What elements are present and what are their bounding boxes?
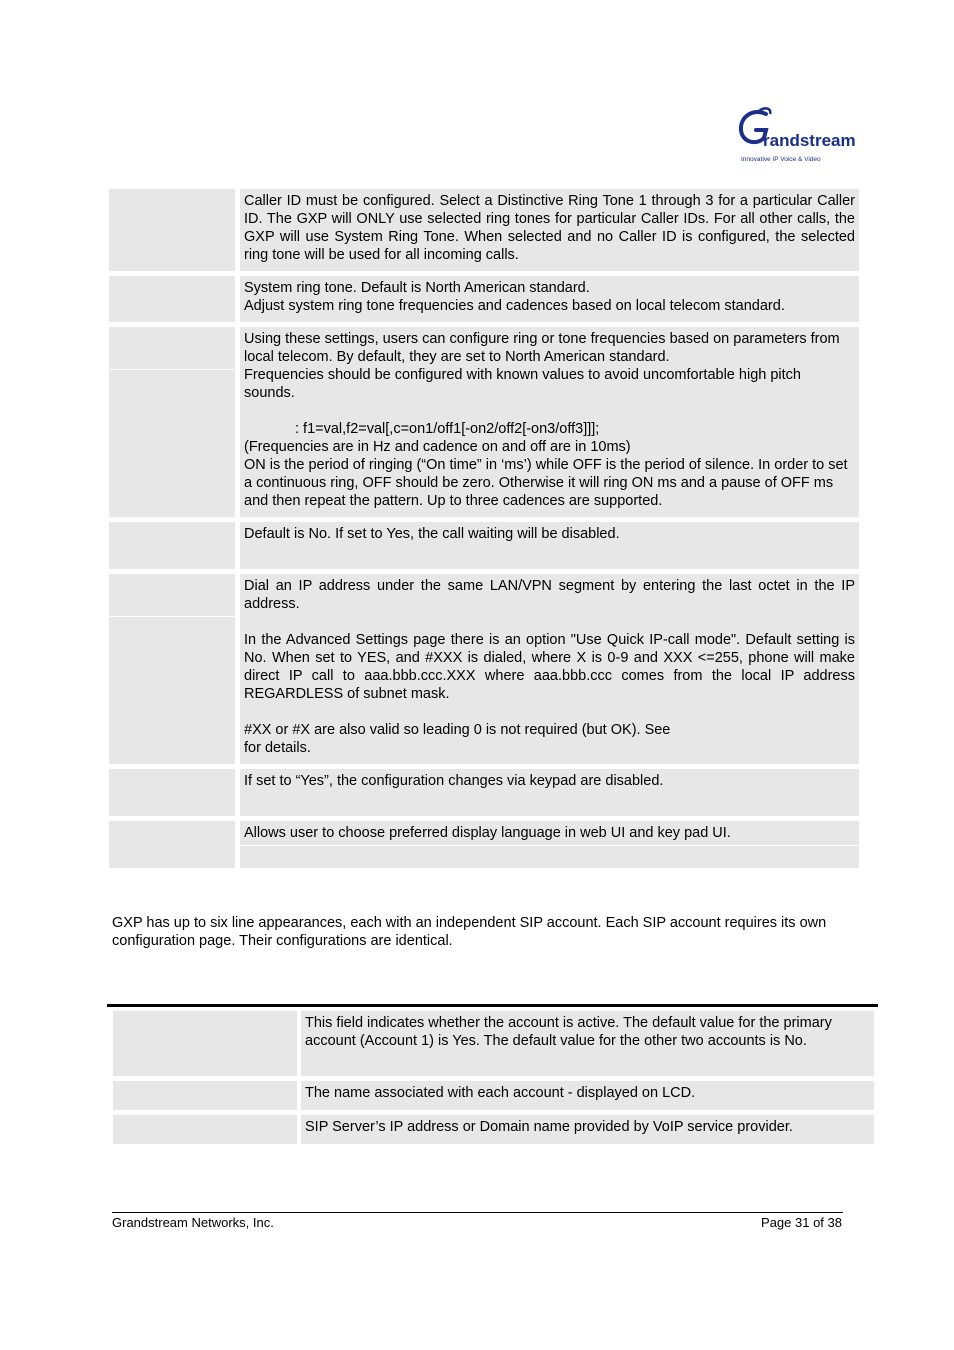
grandstream-logo xyxy=(736,106,856,166)
settings-desc-cell xyxy=(240,189,859,271)
account-label-cell xyxy=(113,1011,297,1076)
settings-label-cell xyxy=(109,821,235,868)
desc-line: Using these settings, users can configure ring or tone frequencies based on parameters from local telecom. By default, they are set to North American standard. xyxy=(244,331,840,365)
cell-divider xyxy=(109,616,235,617)
account-desc-cell xyxy=(301,1115,874,1144)
desc-line: System ring tone. Default is North American standard. xyxy=(244,280,590,296)
settings-label-cell xyxy=(109,574,235,764)
desc-line: for details. xyxy=(244,740,311,756)
account-desc-cell xyxy=(301,1011,874,1076)
desc-line: Adjust system ring tone frequencies and cadences based on local telecom standard. xyxy=(244,298,785,314)
settings-label-cell xyxy=(109,276,235,322)
desc-line: #XX or #X are also valid so leading 0 is not required (but OK). See xyxy=(244,722,671,738)
logo-g-icon xyxy=(736,106,856,156)
settings-desc-cell xyxy=(240,327,859,517)
cell-divider xyxy=(240,845,859,846)
intro-paragraph: GXP has up to six line appearances, each with an independent SIP account. Each SIP account requires its own configuration page. Their configurations are identical. xyxy=(112,915,827,949)
settings-desc-cell xyxy=(240,574,859,764)
settings-label-cell xyxy=(109,769,235,816)
settings-label-cell xyxy=(109,327,235,517)
desc-line: This field indicates whether the account is active. The default value for the primary account (Account 1) is Yes. The default value for the other two accounts is No. xyxy=(305,1015,832,1049)
section-rule xyxy=(107,1004,878,1007)
desc-line: : f1=val,f2=val[,c=on1/off1[-on2/off2[-on3/off3]]]; xyxy=(295,421,600,437)
settings-desc-cell xyxy=(240,276,859,322)
settings-label-cell xyxy=(109,522,235,569)
logo-tagline: Innovative IP Voice & Video xyxy=(741,156,821,163)
desc-line: ON is the period of ringing (“On time” in ‘ms’) while OFF is the period of silence. In order to set a continuous ring, OFF should be zero. Otherwise it will ring ON ms and a pause of OFF ms and then repeat the pattern. Up to three cadences are supported. xyxy=(244,457,848,509)
account-desc-cell xyxy=(301,1081,874,1110)
desc-line: Dial an IP address under the same LAN/VPN segment by entering the last octet in the IP address. xyxy=(244,578,855,612)
desc-line: Frequencies should be configured with known values to avoid uncomfortable high pitch sounds. xyxy=(244,367,801,401)
cell-divider xyxy=(109,369,235,370)
settings-label-cell xyxy=(109,189,235,271)
desc-line: Caller ID must be configured. Select a Distinctive Ring Tone 1 through 3 for a particular Caller ID. The GXP will ONLY use selected ring tones for particular Caller IDs. For all other calls, the GXP will use System Ring Tone. When selected and no Caller ID is configured, the selected ring tone will be used for all incoming calls. xyxy=(244,193,855,263)
settings-desc-cell xyxy=(240,769,859,816)
settings-desc-cell xyxy=(240,522,859,569)
desc-line: The name associated with each account - displayed on LCD. xyxy=(305,1085,696,1101)
account-label-cell xyxy=(113,1081,297,1110)
logo-wordmark: randstream xyxy=(763,131,856,150)
desc-line: SIP Server’s IP address or Domain name provided by VoIP service provider. xyxy=(305,1119,793,1135)
desc-line: Default is No. If set to Yes, the call waiting will be disabled. xyxy=(244,526,620,542)
desc-line: In the Advanced Settings page there is an option "Use Quick IP-call mode". Default setting is No. When set to YES, and #XXX is dialed, where X is 0-9 and XXX <=255, phone will make direct IP call to aaa.bbb.ccc.XXX where aaa.bbb.ccc comes from the local IP address REGARDLESS of subnet mask. xyxy=(244,632,855,702)
footer-company: Grandstream Networks, Inc. xyxy=(112,1215,274,1230)
footer-rule xyxy=(112,1212,843,1213)
desc-line: If set to “Yes”, the configuration changes via keypad are disabled. xyxy=(244,773,664,789)
desc-line: Allows user to choose preferred display language in web UI and key pad UI. xyxy=(244,825,731,841)
account-label-cell xyxy=(113,1115,297,1144)
desc-line: (Frequencies are in Hz and cadence on and off are in 10ms) xyxy=(244,439,631,455)
footer-page-number: Page 31 of 38 xyxy=(761,1215,842,1230)
